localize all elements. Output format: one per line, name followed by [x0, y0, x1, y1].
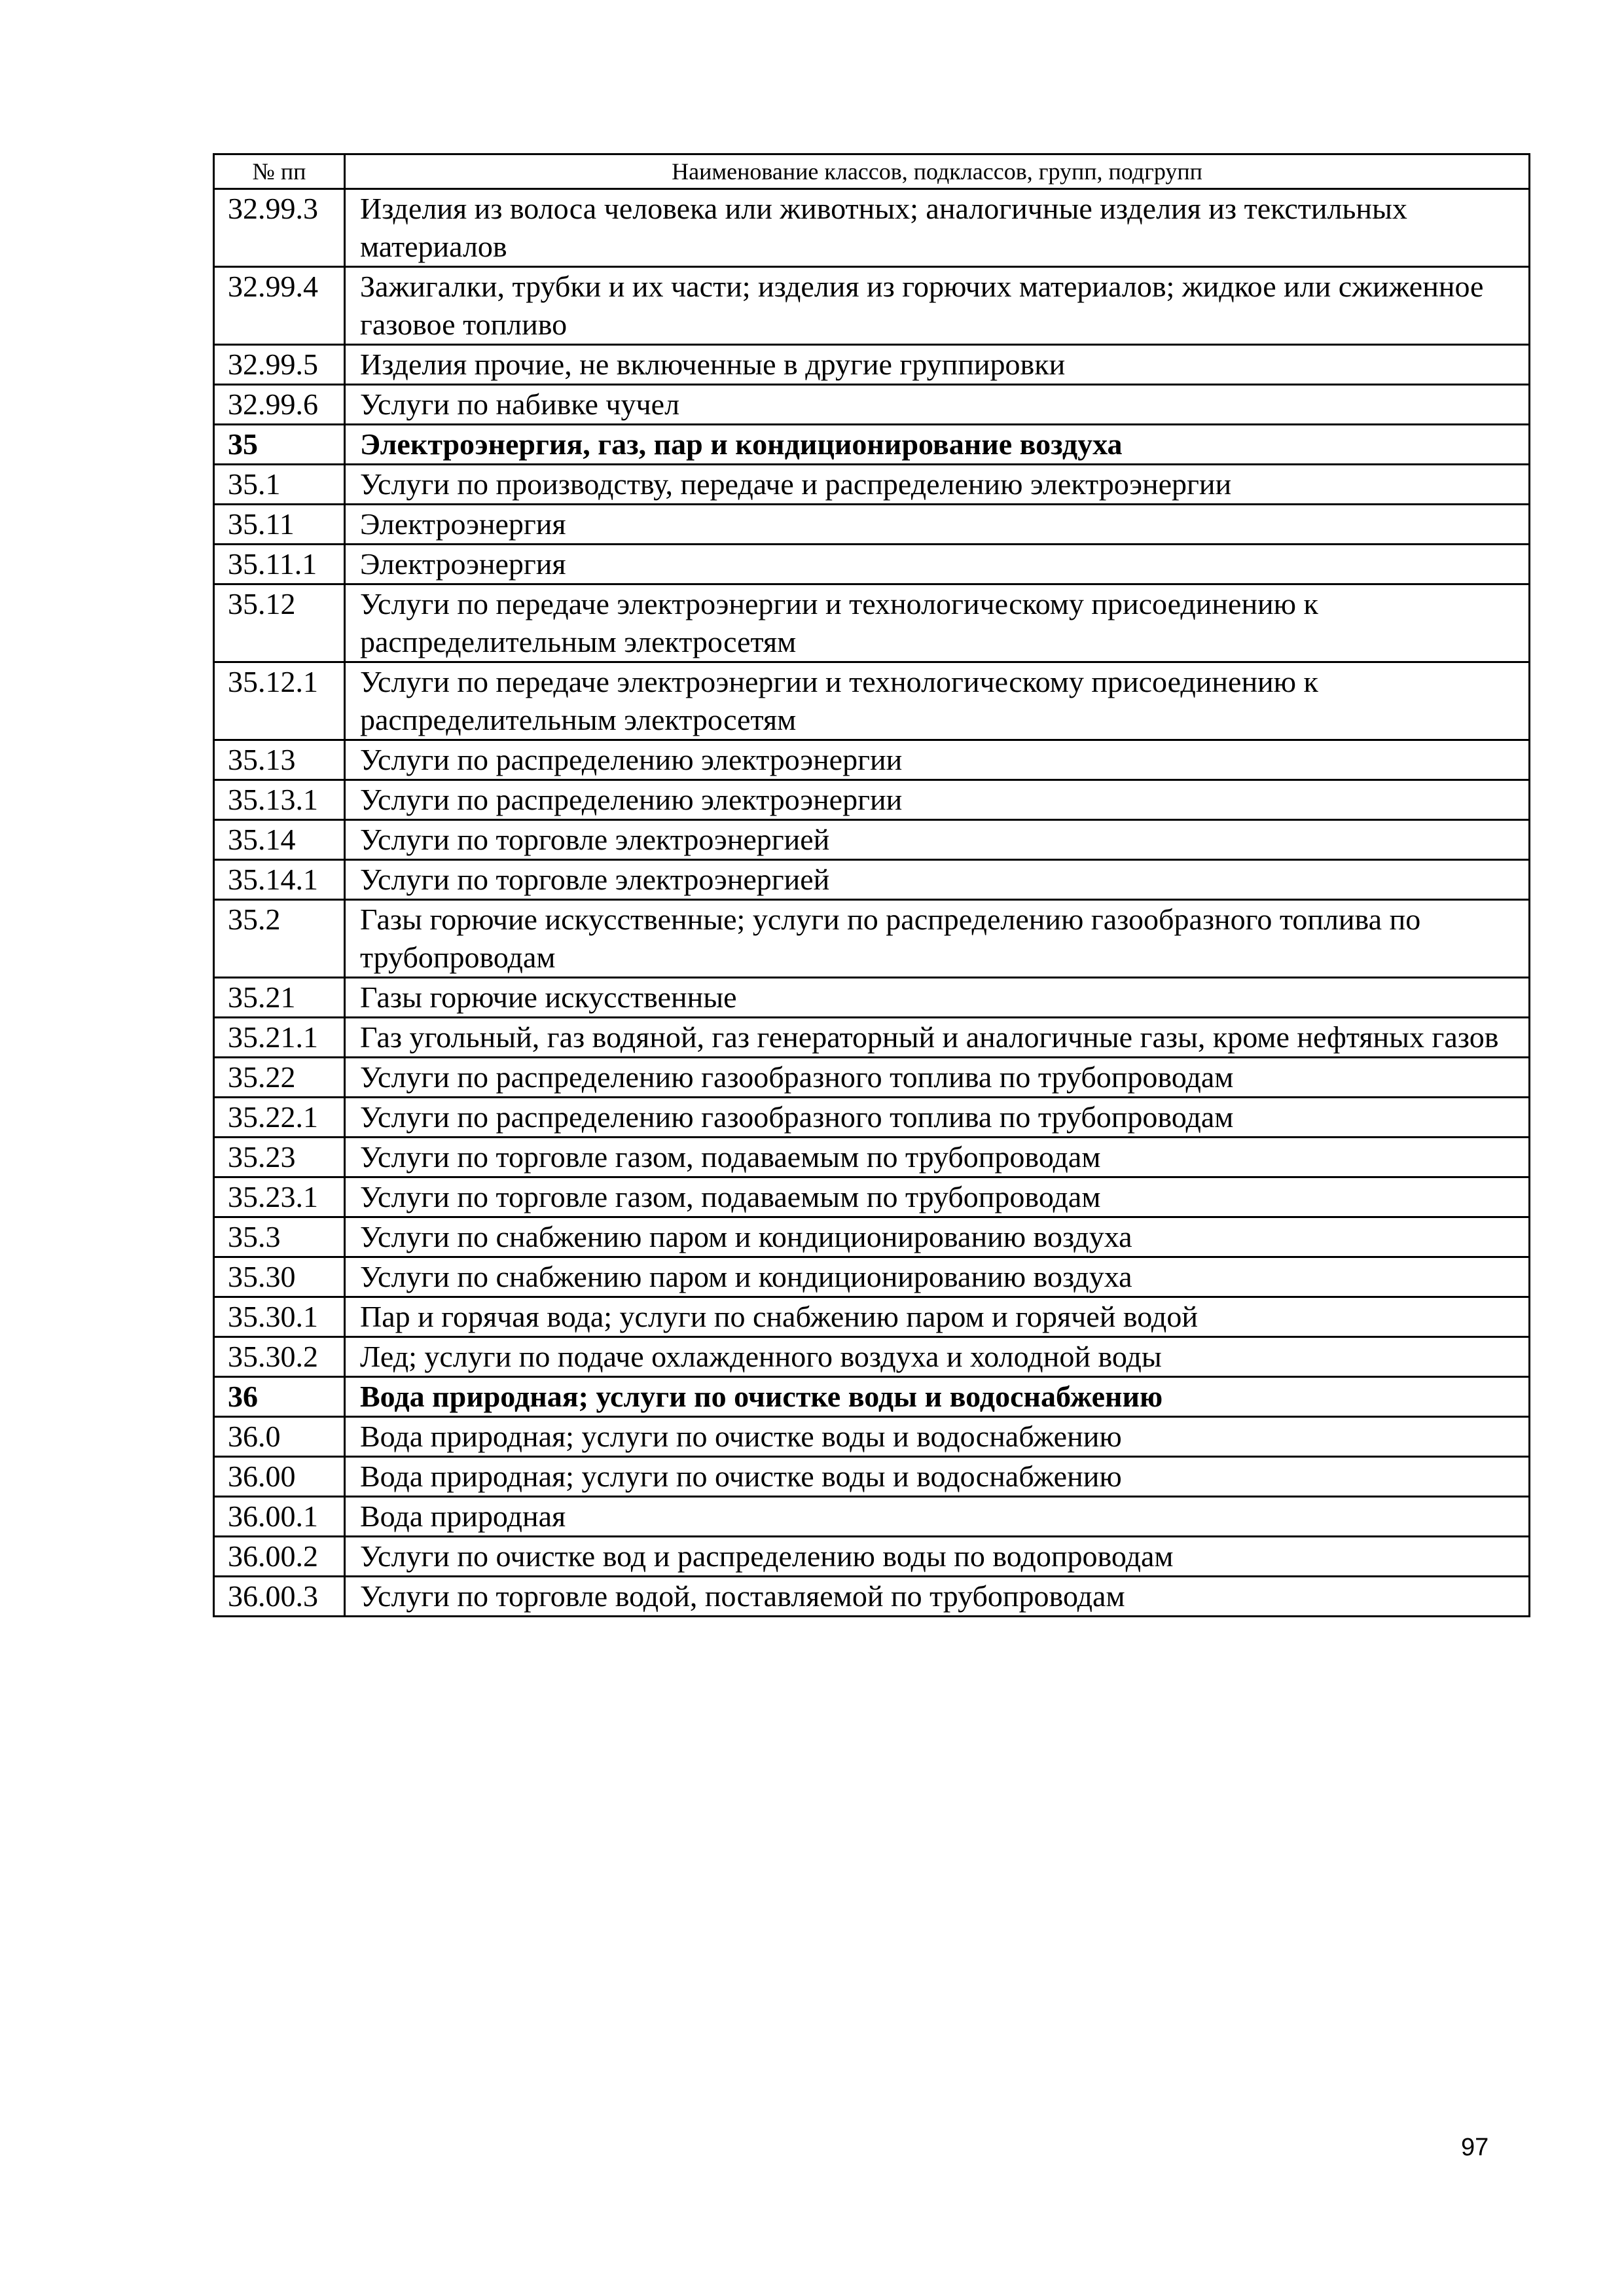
- page-number: 97: [1461, 2134, 1489, 2161]
- table-row: [214, 1217, 1530, 1257]
- table-row: [214, 1018, 1530, 1058]
- row-title: Услуги по торговле водой, поставляемой по трубопроводам: [345, 1577, 1530, 1617]
- table-row: [214, 1577, 1530, 1617]
- table-row: [214, 780, 1530, 820]
- row-title: Вода природная; услуги по очистке воды и водоснабжению: [345, 1377, 1530, 1417]
- table-row: [214, 1417, 1530, 1457]
- table-row: [214, 1297, 1530, 1337]
- row-title: Услуги по торговле газом, подаваемым по трубопроводам: [345, 1177, 1530, 1217]
- row-title: Услуги по торговле электроэнергией: [345, 860, 1530, 900]
- row-code: 36.0: [214, 1417, 345, 1457]
- row-code: 35.13: [214, 740, 345, 780]
- row-code: 32.99.6: [214, 385, 345, 425]
- row-code: 36.00: [214, 1457, 345, 1497]
- header-number: № пп: [214, 154, 345, 189]
- table-row: [214, 584, 1530, 662]
- table-row: [214, 1138, 1530, 1177]
- row-code: 35.21: [214, 978, 345, 1018]
- table-row: [214, 900, 1530, 978]
- row-code: 32.99.3: [214, 189, 345, 267]
- table-row: [214, 1497, 1530, 1537]
- table-row: [214, 1177, 1530, 1217]
- row-title: Газы горючие искусственные: [345, 978, 1530, 1018]
- row-code: 35.22.1: [214, 1098, 345, 1138]
- row-code: 35.13.1: [214, 780, 345, 820]
- table-row: [214, 1257, 1530, 1297]
- row-code: 35.14.1: [214, 860, 345, 900]
- row-code: 36.00.1: [214, 1497, 345, 1537]
- row-code: 35.30.1: [214, 1297, 345, 1337]
- row-code: 35.23: [214, 1138, 345, 1177]
- row-title: Вода природная: [345, 1497, 1530, 1537]
- row-code: 35.30: [214, 1257, 345, 1297]
- row-code: 36.00.2: [214, 1537, 345, 1577]
- row-title: Услуги по передаче электроэнергии и технологическому присоединению к распределительным электросетям: [345, 662, 1530, 740]
- table-body: [214, 189, 1530, 1617]
- table-row: [214, 1537, 1530, 1577]
- row-title: Услуги по производству, передаче и распределению электроэнергии: [345, 465, 1530, 505]
- row-code: 36: [214, 1377, 345, 1417]
- table-row: [214, 1058, 1530, 1098]
- row-title: Услуги по снабжению паром и кондиционированию воздуха: [345, 1257, 1530, 1297]
- section-row: [214, 425, 1530, 465]
- row-code: 36.00.3: [214, 1577, 345, 1617]
- table-row: [214, 1457, 1530, 1497]
- row-code: 35.11.1: [214, 545, 345, 584]
- classifier-table: [213, 153, 1530, 1617]
- row-title: Услуги по торговле газом, подаваемым по трубопроводам: [345, 1138, 1530, 1177]
- table-row: [214, 189, 1530, 267]
- table-row: [214, 740, 1530, 780]
- row-code: 35.22: [214, 1058, 345, 1098]
- row-title: Услуги по торговле электроэнергией: [345, 820, 1530, 860]
- row-code: 35.3: [214, 1217, 345, 1257]
- header-name: Наименование классов, подклассов, групп, подгрупп: [345, 154, 1530, 189]
- row-code: 35.12: [214, 584, 345, 662]
- table-row: [214, 267, 1530, 345]
- row-title: Пар и горячая вода; услуги по снабжению паром и горячей водой: [345, 1297, 1530, 1337]
- row-title: Услуги по распределению электроэнергии: [345, 780, 1530, 820]
- row-title: Услуги по передаче электроэнергии и технологическому присоединению к распределительным электросетям: [345, 584, 1530, 662]
- row-title: Вода природная; услуги по очистке воды и водоснабжению: [345, 1457, 1530, 1497]
- row-title: Услуги по снабжению паром и кондиционированию воздуха: [345, 1217, 1530, 1257]
- table-row: [214, 1337, 1530, 1377]
- row-title: Услуги по набивке чучел: [345, 385, 1530, 425]
- row-title: Электроэнергия: [345, 545, 1530, 584]
- row-code: 35.1: [214, 465, 345, 505]
- table-row: [214, 385, 1530, 425]
- table-row: [214, 820, 1530, 860]
- row-title: Услуги по распределению газообразного топлива по трубопроводам: [345, 1098, 1530, 1138]
- classifier-document: [213, 153, 1528, 1617]
- table-row: [214, 345, 1530, 385]
- table-row: [214, 860, 1530, 900]
- row-title: Газ угольный, газ водяной, газ генераторный и аналогичные газы, кроме нефтяных газов: [345, 1018, 1530, 1058]
- row-title: Лед; услуги по подаче охлажденного воздуха и холодной воды: [345, 1337, 1530, 1377]
- row-title: Вода природная; услуги по очистке воды и водоснабжению: [345, 1417, 1530, 1457]
- row-code: 35.2: [214, 900, 345, 978]
- row-title: Газы горючие искусственные; услуги по распределению газообразного топлива по трубопроводам: [345, 900, 1530, 978]
- row-title: Услуги по очистке вод и распределению воды по водопроводам: [345, 1537, 1530, 1577]
- row-code: 35.12.1: [214, 662, 345, 740]
- row-code: 35.30.2: [214, 1337, 345, 1377]
- table-row: [214, 505, 1530, 545]
- row-title: Услуги по распределению электроэнергии: [345, 740, 1530, 780]
- row-code: 32.99.4: [214, 267, 345, 345]
- row-code: 32.99.5: [214, 345, 345, 385]
- row-code: 35.14: [214, 820, 345, 860]
- row-code: 35.23.1: [214, 1177, 345, 1217]
- table-header-row: [214, 154, 1530, 189]
- row-title: Электроэнергия, газ, пар и кондиционирование воздуха: [345, 425, 1530, 465]
- section-row: [214, 1377, 1530, 1417]
- table-row: [214, 978, 1530, 1018]
- row-code: 35: [214, 425, 345, 465]
- table-row: [214, 545, 1530, 584]
- table-row: [214, 465, 1530, 505]
- row-title: Зажигалки, трубки и их части; изделия из горючих материалов; жидкое или сжиженное газовое топливо: [345, 267, 1530, 345]
- table-row: [214, 662, 1530, 740]
- row-code: 35.21.1: [214, 1018, 345, 1058]
- row-code: 35.11: [214, 505, 345, 545]
- row-title: Изделия из волоса человека или животных; аналогичные изделия из текстильных материалов: [345, 189, 1530, 267]
- row-title: Изделия прочие, не включенные в другие группировки: [345, 345, 1530, 385]
- row-title: Электроэнергия: [345, 505, 1530, 545]
- table-row: [214, 1098, 1530, 1138]
- row-title: Услуги по распределению газообразного топлива по трубопроводам: [345, 1058, 1530, 1098]
